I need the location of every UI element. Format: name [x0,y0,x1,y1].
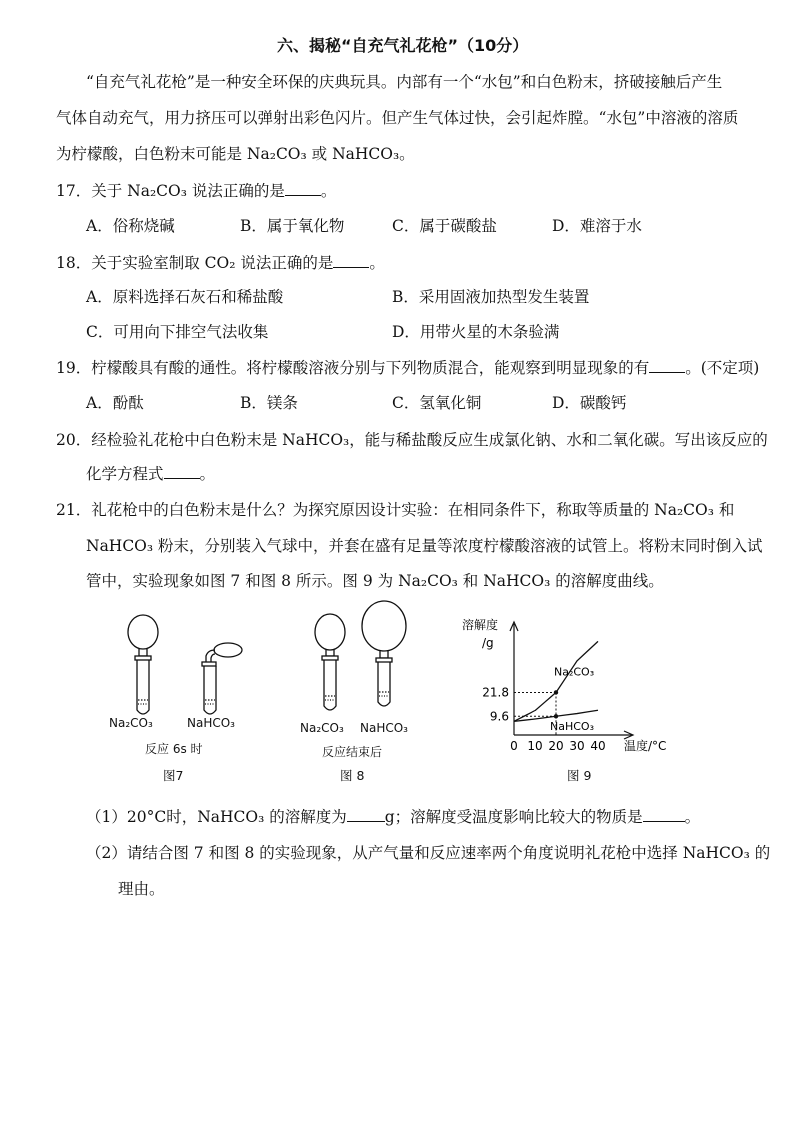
q17-option-c: C．属于碳酸盐 [392,217,497,235]
fig7-label-nahco3: NaHCO₃ [187,716,235,730]
fig9-y-tick-0: 21.8 [482,685,509,700]
fig8-label-nahco3: NaHCO₃ [360,721,408,735]
fig9-xlabel: 温度/°C [624,739,667,753]
fig8-tube-nahco3 [362,601,406,706]
fig9-x-tick-20: 20 [548,739,564,753]
q18-option-b: B．采用固液加热型发生装置 [392,288,590,306]
q21-sub1-blank-1[interactable] [347,807,385,822]
q19-stem: 19．柠檬酸具有酸的通性。将柠檬酸溶液分别与下列物质混合，能观察到明显现象的有 。(不定项) [56,359,760,377]
fig9-x-tick-10: 10 [527,739,543,753]
figure-8 [296,598,436,724]
q21-line-2: NaHCO₃ 粉末，分别装入气球中，并套在盛有足量等浓度柠檬酸溶液的试管上。将粉末同时倒入试 [86,537,763,555]
q18-stem: 18．关于实验室制取 CO₂ 说法正确的是 。 [56,254,385,272]
q18-answer-blank[interactable] [333,253,369,268]
q17-stem: 17．关于 Na₂CO₃ 说法正确的是 。 [56,182,337,200]
q20-line-2: 化学方程式 。 [86,465,216,483]
fig7-tube-nahco3 [202,643,242,714]
q20-line-1: 20．经检验礼花枪中白色粉末是 NaHCO₃，能与稀盐酸反应生成氯化钠、水和二氧化碳。写出该反应的 [56,431,768,449]
q18-option-c: C．可用向下排空气法收集 [86,323,269,341]
q20-answer-blank[interactable] [164,464,200,479]
q21-line-1: 21．礼花枪中的白色粉末是什么？为探究原因设计实验：在相同条件下，称取等质量的 Na₂CO₃ 和 [56,501,735,519]
fig9-title: 图 9 [567,768,592,783]
q17-option-b: B．属于氧化物 [240,217,345,235]
q19-option-b: B．镁条 [240,394,298,412]
fig9-ylabel-2: /g [482,636,494,650]
fig9-y-tick-1: 9.6 [489,709,509,724]
fig7-caption: 反应 6s 时 [145,742,203,756]
fig9-series-label-0: Na₂CO₃ [554,665,595,679]
fig7-label-na2co3: Na₂CO₃ [109,716,153,730]
q21-sub2-line-2: 理由。 [118,880,165,898]
section-title: 六、揭秘“自充气礼花枪”（10分） [277,36,529,55]
intro-line-1: “自充气礼花枪”是一种安全环保的庆典玩具。内部有一个“水包”和白色粉末，挤破接触后产生 [86,73,723,91]
fig9-ylabel-1: 溶解度 [462,618,499,632]
q17-option-a: A．俗称烧碱 [86,217,175,235]
fig8-title: 图 8 [340,768,365,783]
q17-option-d: D．难溶于水 [552,217,642,235]
q18-option-a: A．原料选择石灰石和稀盐酸 [86,288,284,306]
q21-sub1: （1）20°C时，NaHCO₃ 的溶解度为 g；溶解度受温度影响比较大的物质是 。 [86,808,701,826]
fig9-x-tick-40: 40 [590,739,606,753]
fig9-x-tick-30: 30 [569,739,585,753]
fig8-label-na2co3: Na₂CO₃ [300,721,344,735]
q19-option-c: C．氢氧化铜 [392,394,482,412]
q21-line-3: 管中，实验现象如图 7 和图 8 所示。图 9 为 Na₂CO₃ 和 NaHCO₃ 的溶解度曲线。 [86,572,664,590]
fig7-title: 图7 [163,768,184,783]
intro-line-2: 气体自动充气，用力挤压可以弹射出彩色闪片。但产生气体过快，会引起炸膛。“水包”中溶液的溶质 [56,109,739,127]
fig8-tube-na2co3 [315,614,345,710]
fig9-series-label-1: NaHCO₃ [550,720,594,734]
figure-7 [96,612,266,722]
q18-option-d: D．用带火星的木条验满 [392,323,560,341]
figure-9-chart [460,604,680,760]
intro-line-3: 为柠檬酸，白色粉末可能是 Na₂CO₃ 或 NaHCO₃。 [56,145,415,163]
q19-option-a: A．酚酞 [86,394,144,412]
fig9-point-1 [554,714,558,718]
q17-answer-blank[interactable] [285,181,321,196]
q21-sub2-line-1: （2）请结合图 7 和图 8 的实验现象，从产气量和反应速率两个角度说明礼花枪中选择 NaHCO₃ 的 [86,844,771,862]
fig9-point-0 [554,690,558,694]
fig7-tube-na2co3 [128,615,158,714]
q19-answer-blank[interactable] [649,358,685,373]
fig9-x-tick-0: 0 [510,739,518,753]
q21-sub1-blank-2[interactable] [643,807,685,822]
q19-option-d: D．碳酸钙 [552,394,627,412]
fig8-caption: 反应结束后 [322,745,383,759]
